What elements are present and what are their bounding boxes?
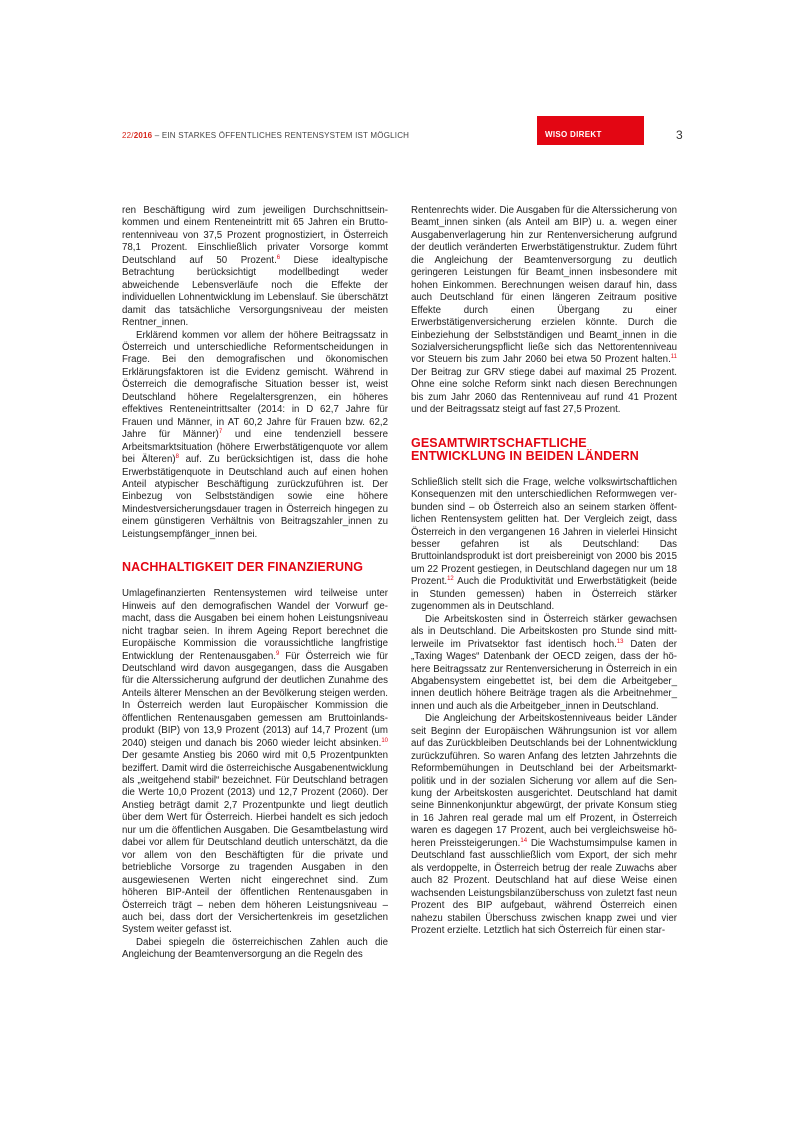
footnote-ref: 6 bbox=[276, 254, 281, 261]
text: und eine tendenziell bessere Arbeitsmarktsituation (höhere Erwerbstätigenquote vor allem bei Älteren) bbox=[122, 429, 388, 466]
section-heading: GESAMTWIRTSCHAFTLICHE ENTWICKLUNG IN BEIDEN LÄNDERN bbox=[411, 435, 639, 463]
issue-number: 22/ bbox=[122, 131, 134, 140]
issue-year: 2016 bbox=[133, 131, 153, 140]
text: Der gesamte Anstieg bis 2060 wird mit 0,5 Prozentpunkten beziffert. Damit wird die österreichische Ausgabenentwicklung als „weitgehend stabil“ bezeichnet. Für Deutschland betragen die Werte 10,0 Prozent (2013) und 12,7 Prozent (2060). Der Anstieg beträgt damit 2,7 Prozentpunkte und liegt deutlich über dem Wert für Österreich. Hierbei handelt es sich jedoch nur um die öffentlichen Ausgaben. Die Gesamtbelastung wird dabei vor allem für Deutschland deutlich unterschätzt, da die vor allem von den Beschäftigten für die private und betriebliche Vorsorge zu tragenden Ausgaben in den ausgewiesenen Werten nicht eingerechnet sind. Zum höheren BIP-Anteil der öffentlichen Rentenausgaben in Österreich trägt – neben dem höheren Leistungsniveau – auch bei, dass dort der Versichertenkreis im gesetzlichen System weiter gefasst ist. bbox=[122, 750, 388, 936]
text: Diese idealtypische Betrachtung berücksichtigt modellbedingt weder abweichende Lebensverläufe noch die Effekte der individuellen Lohnentwicklung im Lebenslauf. Sie überschätzt damit das tatsächliche Versorgungsniveau der meisten Rentner_innen. bbox=[122, 254, 388, 329]
paragraph bbox=[122, 330, 388, 542]
page-number: 3 bbox=[676, 128, 683, 142]
text: Auch die Produktivität und Erwerbstätigkeit (beide in Stunden gemessen) haben in Österreich stärker zugenommen als in Deutschland. bbox=[411, 576, 677, 613]
text: Die Wachstumsimpulse kamen in Deutschland fast ausschließlich vom Export, der sich mehr als verdoppelte, in Österreich betrug der reale Zuwachs aber auch 82 Prozent. Deutschland hat auf diese Weise einen wachsenden Leistungsbilanzüberschuss von zuletzt fast neun Prozent des BIP aufgebaut, während Österreich einen nahezu stabilen Überschuss zwischen knapp zwei und vier Prozent erzielte. Letztlich hat sich Österreich für einen star- bbox=[411, 837, 677, 937]
paragraph bbox=[122, 588, 388, 937]
paragraph bbox=[411, 614, 677, 714]
footnote-ref: 13 bbox=[616, 638, 624, 645]
text: ren Beschäftigung wird zum jeweiligen Durchschnittseinkommen und einem Renteneintritt mit 65 Jahren ein Bruttorentenniveau von 37,5 Prozent prognostiziert, in Österreich 78,1 Prozent. Einschließlich privater Vorsorge kommt Deutschland auf 50 Prozent. bbox=[122, 205, 388, 266]
footnote-ref: 14 bbox=[520, 837, 528, 844]
text: Die Angleichung der Arbeitskostenniveaus beider Länder seit Beginn der Europäischen Währungsunion ist vor allem auf das Zurückbleiben Deutschlands bei der Lohnentwicklung zurückzuführen. So waren Anfang des letzten Jahrzehnts die Reformbemühungen in Deutschland bei der Arbeitsmarktpolitik und in der sozialen Sicherung vor allem auf die Senkung der Arbeitskosten ausgerichtet. Deutschland hat damit seine Binnenkonjunktur abgewürgt, der private Konsum stieg in 16 Jahren real gerade mal um elf Prozent, in Österreich waren es dagegen 17 Prozent, auch bei vergleichsweise höheren Preissteigerungen. bbox=[411, 713, 677, 849]
text: Für Österreich wie für Deutschland wird davon ausgegangen, dass die Ausgaben für die Alterssicherung aufgrund der deutlichen Zunahme des Anteils älterer Menschen an der Bevölkerung steigen werden. In Österreich werden laut Europäischer Kommission die öffentlichen Rentenausgaben gemessen am Bruttoinlandsprodukt (BIP) von 13,9 Prozent (2013) auf 14,7 Prozent (um 2040) steigen und danach bis 2060 wieder leicht absinken. bbox=[122, 650, 388, 749]
text: Daten der „Taxing Wages“ Datenbank der OECD zeigen, dass der höhere Beitragssatz zur Rentenversicherung in Österreich in ein Abgabensystem eingebettet ist, bei dem die Arbeitgeber_ innen deutlich höhere Beiträge tragen als die Arbeitnehmer_ innen und auch als die Arbeitgeber_innen in Deutschland. bbox=[411, 638, 677, 712]
footnote-ref: 10 bbox=[381, 737, 388, 744]
footnote-ref: 7 bbox=[218, 428, 223, 435]
issue-line bbox=[122, 131, 409, 140]
text: Umlagefinanzierten Rentensystemen wird teilweise unter Hinweis auf den demografischen Wandel der Vorwurf gemacht, dass die Ausgaben bei einem hohen Leistungsniveau nicht tragbar seien. In ihrem Ageing Report berechnet die Europäische Kommission die voraussichtliche langfristige Entwicklung der Rentenausgaben. bbox=[122, 588, 388, 662]
issue-title: – EIN STARKES ÖFFENTLICHES RENTENSYSTEM IST MÖGLICH bbox=[152, 131, 410, 140]
text: Der Beitrag zur GRV stiege dabei auf maximal 25 Prozent. Ohne eine solche Reform sinkt nach diesen Berechnungen bis zum Jahr 2060 das Rentenniveau auf rund 41 Prozent und der Beitragssatz steigt auf fast 27,5 Prozent. bbox=[411, 366, 677, 416]
badge-label: WISO DIREKT bbox=[545, 130, 602, 139]
right-column bbox=[411, 205, 677, 937]
footnote-ref: 11 bbox=[670, 354, 677, 361]
paragraph bbox=[411, 205, 677, 417]
text: Rentenrechts wider. Die Ausgaben für die Alterssicherung von Beamt_innen sinken (als Anteil am BIP) u. a. wegen einer Ausgabenverlagerung hin zur Rentenversicherung aufgrund der deutlich veränderten Erwerbstätigenstruktur. Zudem führt die Angleichung der Beamtenversorgung zu deutlich geringeren Leistungen für Beamt_innen insbesondere mit hohen Einkommen. Berechnungen weisen darauf hin, dass auch Deutschland für einen längeren Zeitraum positive Effekte durch einen Übergang zu einer Erwerbstätigenversicherung erzielen könnte. Durch die Einbeziehung der Selbstständigen und Beamt_innen in die Sozialversicherungspflicht ließe sich das Nettorentenniveau vor Steuern bis zum Jahr 2060 bei etwa 50 Prozent halten. bbox=[411, 205, 677, 366]
page-header bbox=[122, 116, 682, 146]
wiso-direkt-badge bbox=[537, 116, 644, 145]
paragraph: Dabei spiegeln die österreichischen Zahlen auch die Angleichung der Beamtenversorgung an die Regeln des bbox=[122, 936, 388, 961]
footnote-ref: 9 bbox=[275, 650, 280, 657]
paragraph bbox=[411, 477, 677, 614]
text: Erklärend kommen vor allem der höhere Beitragssatz in Österreich und unterschiedliche Reformentscheidungen in Frage. Bei den demografischen und ökonomischen Erklärungsfaktoren ist die Evidenz gemischt. Während in Österreich die demografische Situation besser ist, weist Deutschland höhere Regelaltersgrenzen, ein höheres effektives Renteneintrittsalter (2014: in D 62,7 Jahre für Frauen und Männer, in AT 60,2 Jahre für Frauen bzw. 62,2 Jahre für Männer) bbox=[122, 329, 388, 441]
section-heading: NACHHALTIGKEIT DER FINANZIERUNG bbox=[122, 560, 364, 575]
text: Die Arbeitskosten sind in Österreich stärker gewachsen als in Deutschland. Die Arbeitskosten pro Stunde sind mittlerweile im Privatsektor fast identisch hoch. bbox=[411, 613, 677, 650]
footnote-ref: 12 bbox=[447, 576, 454, 583]
paragraph bbox=[411, 713, 677, 937]
left-column bbox=[122, 205, 388, 962]
paragraph bbox=[122, 205, 388, 330]
text: Schließlich stellt sich die Frage, welche volkswirtschaftlichen Konsequenzen mit den unterschiedlichen Reformwegen verbunden sind – ob Österreich also an seinem starken öffentlichen Rentensystem gelitten hat. Der Vergleich zeigt, dass Österreich in den vergangenen 16 Jahren in vielerlei Hinsicht besser gefahren ist als Deutschland: Das Bruttoinlandsprodukt ist dort preisbereinigt von 2000 bis 2015 um 22 Prozent gestiegen, in Deutschland dagegen nur um 18 Prozent. bbox=[411, 476, 677, 588]
text: auf. Zu berücksichtigen ist, dass die hohe Erwerbstätigenquote in Deutschland auch auf einen hohen Anteil atypischer Beschäftigung zurückzuführen ist. Der Einbezug von Selbstständigen sowie eine höhere Mindestversicherungsdauer tragen in Österreich hingegen zu einem günstigeren Verhältnis von Beitragszahler_innen zu Leistungsempfänger_innen bei. bbox=[122, 454, 388, 540]
footnote-ref: 8 bbox=[175, 453, 179, 460]
